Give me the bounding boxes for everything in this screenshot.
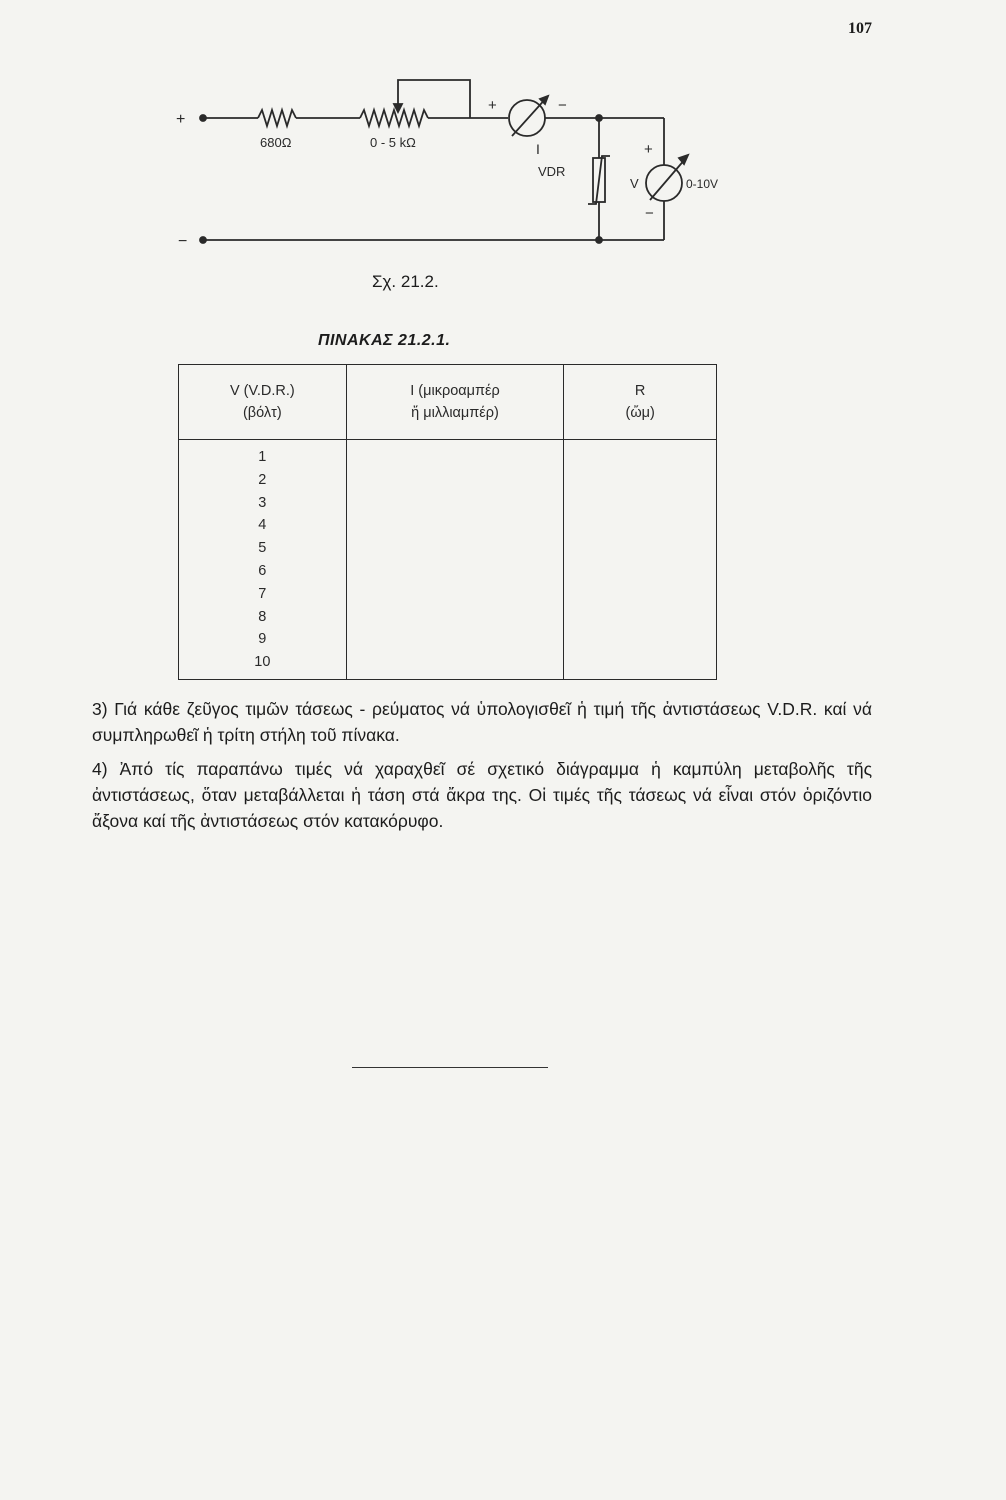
voltage-value: 5 [258,540,267,557]
circuit-diagram [0,0,1006,270]
measurement-table [178,364,717,680]
voltage-value: 8 [258,608,267,625]
paragraph-step-4: 4) Ἀπό τίς παραπάνω τιμές νά χαραχθεῖ σέ σχετικό διάγραμμα ἡ καμπύλη μεταβολῆς τῆς ἀντιστάσεως, ὅταν μεταβάλλεται ἡ τάση στά ἄκρα της. Οἱ τιμές τῆς τάσεως νά εἶναι στόν ὁριζόντιο ἄξονα καί τῆς ἀντιστάσεως στόν κατακόρυφο. [92,759,872,831]
header-resistance-line2: (ὤμ) [625,405,655,421]
label-minus-terminal: − [178,233,188,250]
paragraph-step-3: 3) Γιά κάθε ζεῦγος τιμῶν τάσεως - ρεύματος νά ὑπολογισθεῖ ἡ τιμή τῆς ἀντιστάσεως V.D.R. καί νά συμπληρωθεῖ ἡ τρίτη στήλη τοῦ πίνακα. [92,699,872,745]
label-voltmeter-range: 0-10V [686,177,719,191]
header-voltage-line2: (βόλτ) [242,405,282,421]
header-current-line1: I (μικροαμπέρ [410,383,500,399]
rheostat-wiper [398,80,470,118]
label-resistor-680: 680Ω [260,135,292,150]
rheostat-symbol [360,110,428,126]
label-ammeter: I [536,141,540,157]
label-plus-terminal: + [176,111,186,128]
header-resistance-line1: R [634,383,646,399]
voltage-value: 9 [258,631,267,648]
voltage-value: 2 [258,471,267,488]
header-current [346,365,564,440]
page-number: 107 [848,20,872,37]
label-ammeter-plus: + [488,97,497,114]
voltage-column [179,440,347,680]
table-title: ΠΙΝΑΚΑΣ 21.2.1. [318,332,451,349]
label-voltmeter: V [630,176,639,191]
figure-caption: Σχ. 21.2. [372,272,439,291]
voltage-value: 4 [258,517,267,534]
terminal-minus [200,237,206,243]
label-rheostat: 0 - 5 kΩ [370,135,416,150]
voltage-value: 7 [258,585,267,602]
header-voltage-line1: V (V.D.R.) [229,383,295,399]
header-resistance [564,365,717,440]
resistance-column-empty [564,440,717,680]
voltage-value: 1 [258,449,267,465]
label-ammeter-minus: − [558,97,567,114]
label-voltmeter-minus: − [645,205,654,222]
header-current-line2: ἤ μιλλιαμπέρ) [411,405,499,421]
wiper-arrow [394,104,402,112]
current-column-empty [346,440,564,680]
voltage-value: 3 [258,494,267,511]
terminal-plus [200,115,206,121]
header-voltage [179,365,347,440]
voltage-value: 10 [254,654,271,671]
section-divider [352,1067,548,1068]
voltage-value: 6 [258,562,267,579]
label-voltmeter-plus: + [644,141,653,158]
label-vdr: VDR [538,164,566,179]
resistor-680-symbol [258,110,296,126]
